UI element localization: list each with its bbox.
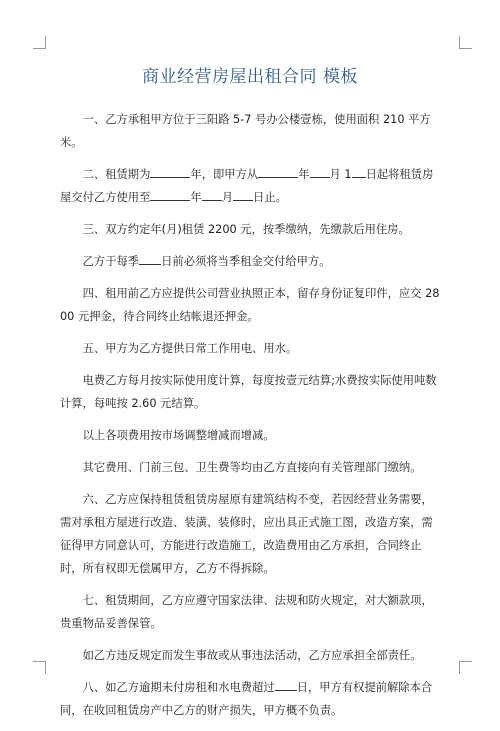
clause-3-payment-text-a: 乙方于每季: [82, 255, 140, 268]
clause-2-text-c: 年: [298, 168, 310, 181]
corner-mark-top-right: [459, 36, 472, 49]
document-title: 商业经营房屋出租合同 模板: [142, 67, 358, 87]
clause-2-text-g: 月: [221, 191, 234, 204]
corner-mark-bottom-right: [459, 661, 472, 674]
clause-7-liability: 如乙方违反规定而发生事故或从事违法活动，乙方应承担全部责任。: [82, 649, 422, 662]
clause-8: [60, 676, 444, 722]
clause-2-text-b: 年，即甲方从: [190, 168, 259, 181]
clause-3-payment-text-b: 日前必须将当季租金交付给甲方。: [161, 255, 331, 268]
blank-payment-day: [139, 252, 161, 265]
corner-mark-top-left: [33, 36, 46, 49]
clause-4: 四、租用前乙方应提供公司营业执照正本，留存身份证复印件，应交 2800 元押金，待合同终止结帐退还押金。: [60, 287, 440, 323]
clause-2-text-e: 日起将租赁房屋交付乙方使用至: [60, 168, 434, 204]
clause-1: 一、乙方承租甲方位于三阳路 5-7 号办公楼壹栋，使用面积 210 平方米。: [60, 113, 431, 149]
blank-lease-years: [150, 165, 190, 178]
contract-body: [60, 108, 444, 731]
clause-3-payment: [60, 250, 444, 273]
clause-7: 七、租赁期间，乙方应遵守国家法律、法规和防火规定，对大额款项，贵重物品妥善保管。: [60, 594, 433, 630]
clause-5-other-fees: 其它费用、门前三包、卫生费等均由乙方直接向有关管理部门缴纳。: [82, 461, 422, 474]
clause-5: 五、甲方为乙方提供日常工作用电、用水。: [82, 342, 298, 355]
clause-8-text-a: 八、如乙方逾期未付房租和水电费超过: [82, 681, 275, 694]
clause-5-electricity-water: 电费乙方每月按实际使用度计算，每度按壹元结算;水费按实际使用吨数计算，每吨按 2.60 元结算。: [60, 374, 437, 410]
blank-overdue-days: [275, 678, 297, 691]
clause-2-text-d: 月 1: [329, 168, 352, 181]
blank-start-year: [258, 165, 298, 178]
clause-2: [60, 163, 444, 209]
clause-6: 六、乙方应保持租赁租赁房屋原有建筑结构不变，若因经营业务需要，需对承租方屋进行改造、装潢、装修时，应出具正式施工图，改造方案，需征得甲方同意认可，方能进行改造施工，改造费用由乙方承担，合同终止时，所有权即无偿属甲方，乙方不得拆除。: [60, 493, 433, 575]
blank-start-day: [352, 165, 366, 178]
clause-8-text-b: 日，甲方有权提前解除本合同，在收回租赁房产中乙方的财产损失，甲方概不负责。: [60, 681, 433, 717]
clause-2-text-f: 年: [190, 191, 202, 204]
clause-5-adjustment: 以上各项费用按市场调整增减而增减。: [82, 429, 275, 442]
blank-start-month: [310, 165, 330, 178]
blank-end-month: [202, 188, 222, 201]
blank-end-day: [233, 188, 253, 201]
clause-2-text-h: 日止。: [253, 191, 287, 204]
blank-end-year: [150, 188, 190, 201]
clause-2-text-a: 二、租赁期为: [82, 168, 151, 181]
corner-mark-bottom-left: [33, 661, 46, 674]
clause-3: 三、双方约定年(月)租赁 2200 元，按季缴纳，先缴款后用住房。: [82, 223, 410, 236]
